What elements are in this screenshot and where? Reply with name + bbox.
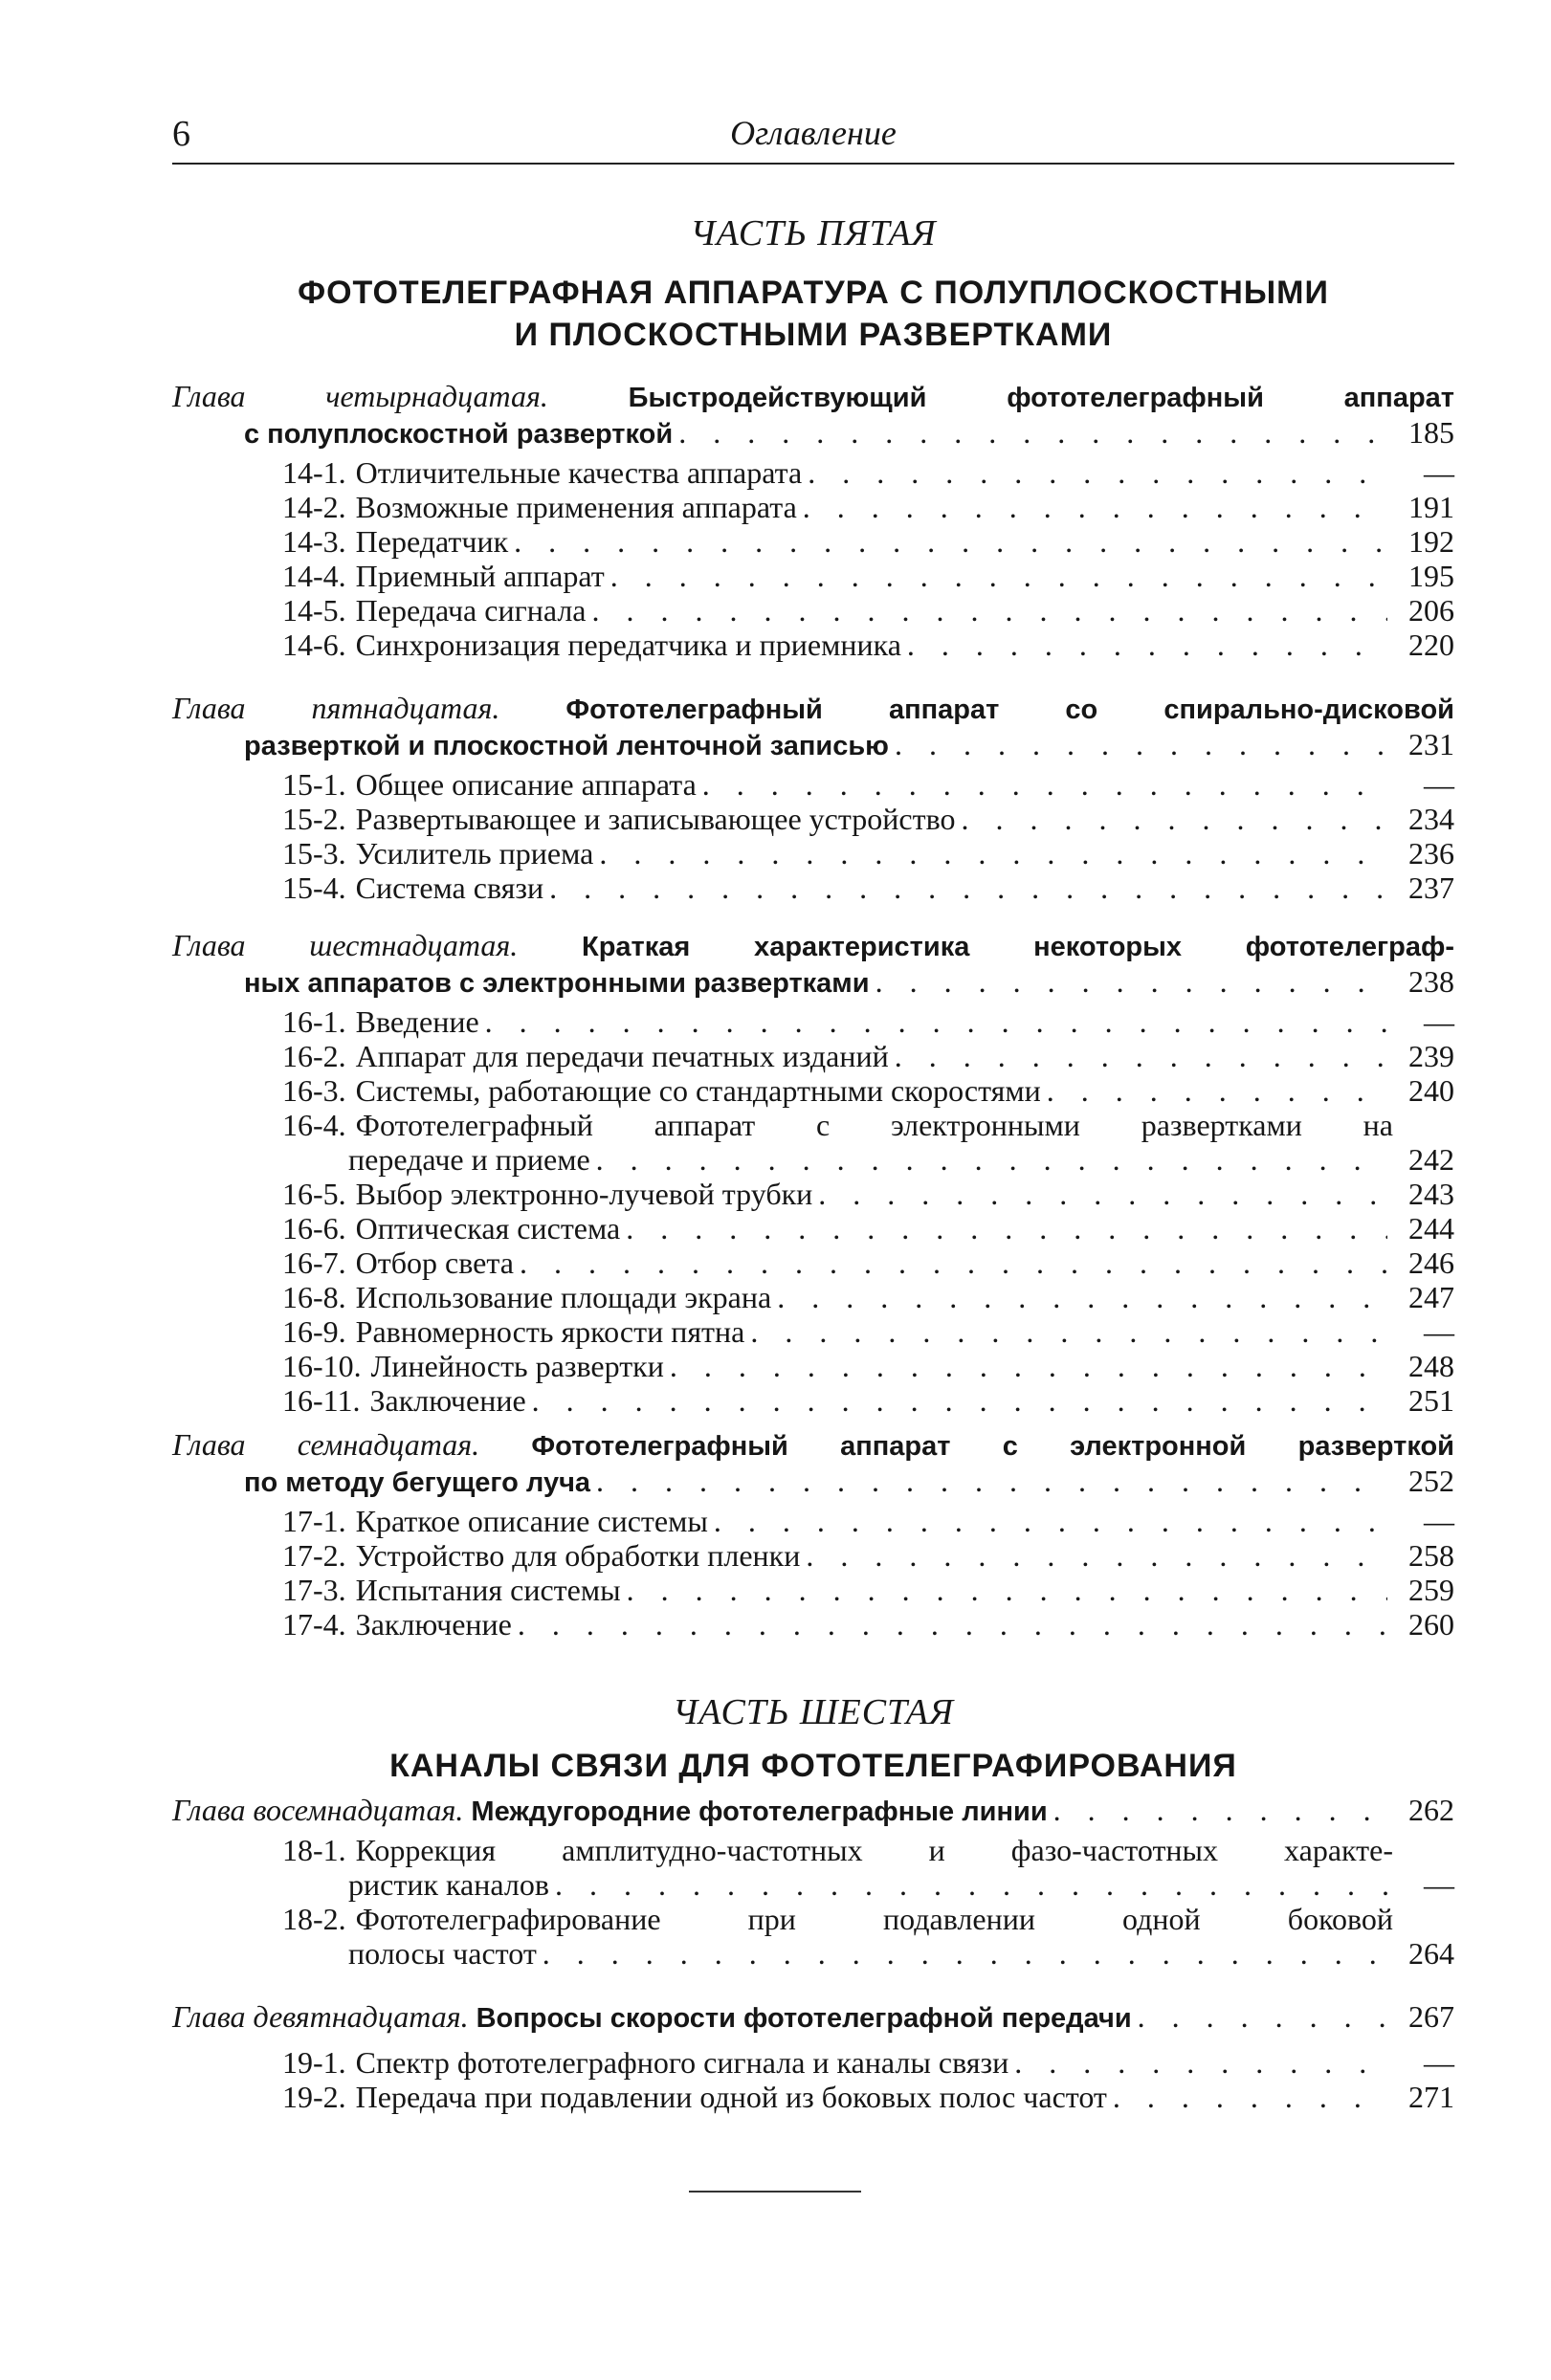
toc-entry	[282, 524, 1454, 559]
chapter-title-cont: разверткой и плоскостной ленточной записью	[244, 731, 889, 761]
dot-leader	[596, 1142, 1387, 1177]
section-number: 17-2.	[282, 1538, 346, 1573]
section-number: 14-4.	[282, 559, 346, 593]
section-title: Приемный аппарат	[355, 559, 605, 593]
section-page: 220	[1408, 628, 1454, 662]
section-number: 15-4.	[282, 870, 346, 905]
section-number: 16-7.	[282, 1245, 346, 1280]
section-title: Отбор света	[355, 1245, 514, 1280]
running-header	[172, 113, 1454, 161]
section-title: Системы, работающие со стандартными скоростями	[355, 1073, 1041, 1108]
dot-leader	[549, 870, 1387, 905]
chapter-19	[172, 1999, 1454, 2114]
section-page: —	[1424, 1314, 1454, 1349]
section-page: —	[1424, 1867, 1454, 1902]
section-number: 16-1.	[282, 1004, 346, 1039]
chapter-page: 231	[1408, 727, 1454, 761]
chapter-18	[172, 1793, 1454, 1971]
toc-entry-wrapped	[282, 1833, 1454, 1902]
chapter-label: Глава девятнадцатая.	[172, 1999, 469, 2034]
dot-leader	[875, 964, 1387, 999]
section-title: Использование площади экрана	[355, 1280, 772, 1314]
section-number: 19-2.	[282, 2080, 346, 2114]
section-number: 18-1.	[282, 1833, 346, 1867]
dot-leader	[520, 1245, 1387, 1280]
section-title: Краткое описание системы	[355, 1504, 708, 1538]
dot-leader	[803, 490, 1387, 524]
end-rule	[689, 2191, 861, 2193]
toc-entry	[282, 1177, 1454, 1211]
part-label: ЧАСТЬ ШЕСТАЯ	[673, 1692, 954, 1732]
toc-entry	[282, 559, 1454, 593]
dot-leader	[750, 1314, 1387, 1349]
section-list	[172, 455, 1454, 662]
section-page: —	[1424, 1004, 1454, 1039]
toc-entry	[282, 1073, 1454, 1108]
dot-leader	[1138, 1999, 1387, 2034]
section-title: Возможные применения аппарата	[355, 490, 797, 524]
toc-entry	[282, 1573, 1454, 1607]
part-title-line-1: ФОТОТЕЛЕГРАФНАЯ АППАРАТУРА С ПОЛУПЛОСКОСТНЫМИ	[298, 275, 1329, 311]
toc-entry	[282, 1607, 1454, 1642]
chapter-label: Глава восемнадцатая.	[172, 1793, 464, 1827]
toc-entry	[282, 1504, 1454, 1538]
section-number: 15-3.	[282, 836, 346, 870]
dot-leader	[961, 802, 1387, 836]
section-page: 191	[1408, 490, 1454, 524]
toc-entry-wrapped	[282, 1108, 1454, 1177]
section-page: —	[1424, 2045, 1454, 2080]
chapter-label: Глава четырнадцатая.	[172, 379, 548, 413]
dot-leader	[518, 1607, 1387, 1642]
chapter-title: Краткая характеристика некоторых фототелеграф-	[582, 932, 1455, 962]
part-title-line-2: И ПЛОСКОСТНЫМИ РАЗВЕРТКАМИ	[514, 317, 1113, 353]
dot-leader	[626, 1211, 1387, 1245]
chapter-title: Междугородние фототелеграфные линии	[471, 1796, 1048, 1827]
section-list	[172, 2045, 1454, 2114]
chapter-title: Фототелеграфный аппарат со спирально-дисковой	[565, 694, 1455, 725]
section-number: 16-5.	[282, 1177, 346, 1211]
toc-entry	[282, 1314, 1454, 1349]
dot-leader	[543, 1936, 1387, 1971]
dot-leader	[1053, 1793, 1387, 1827]
chapter-heading	[172, 1793, 1454, 1829]
chapter-15	[172, 691, 1454, 905]
section-title: Развертывающее и записывающее устройство	[355, 802, 956, 836]
chapter-17	[172, 1427, 1454, 1642]
section-page: 242	[1408, 1142, 1454, 1177]
section-title: Усилитель приема	[355, 836, 594, 870]
section-number: 19-1.	[282, 2045, 346, 2080]
toc-entry	[282, 1039, 1454, 1073]
section-title-cont: передаче и приеме	[348, 1142, 590, 1177]
section-number: 16-3.	[282, 1073, 346, 1108]
dot-leader	[895, 727, 1387, 761]
section-number: 14-6.	[282, 628, 346, 662]
toc-entry	[282, 1245, 1454, 1280]
section-list	[172, 1833, 1454, 1971]
section-title: Аппарат для передачи печатных изданий	[355, 1039, 889, 1073]
toc-entry	[282, 1383, 1454, 1418]
chapter-heading	[172, 691, 1454, 727]
section-title: Фототелеграфирование при подавлении одной боковой	[355, 1902, 1393, 1936]
section-title: Заключение	[369, 1383, 526, 1418]
section-title: Система связи	[355, 870, 544, 905]
dot-leader	[1014, 2045, 1387, 2080]
toc-entry	[282, 2045, 1454, 2080]
section-number: 17-3.	[282, 1573, 346, 1607]
section-number: 16-10.	[282, 1349, 362, 1383]
section-page: —	[1424, 455, 1454, 490]
running-title: Оглавление	[730, 114, 897, 152]
section-page: 247	[1408, 1280, 1454, 1314]
dot-leader	[555, 1867, 1387, 1902]
chapter-label: Глава семнадцатая.	[172, 1427, 480, 1462]
toc-entry	[282, 628, 1454, 662]
section-title: Оптическая система	[355, 1211, 621, 1245]
section-title: Передача при подавлении одной из боковых полос частот	[355, 2080, 1107, 2114]
section-title: Общее описание аппарата	[355, 767, 697, 802]
section-title: Равномерность яркости пятна	[355, 1314, 745, 1349]
dot-leader	[670, 1349, 1387, 1383]
section-title: Коррекция амплитудно-частотных и фазо-частотных характе-	[355, 1833, 1393, 1867]
toc-entry	[282, 1538, 1454, 1573]
section-title-cont: полосы частот	[348, 1936, 537, 1971]
section-number: 16-11.	[282, 1383, 361, 1418]
chapter-title: Вопросы скорости фототелеграфной передачи	[476, 2003, 1132, 2034]
section-page: 206	[1408, 593, 1454, 628]
chapter-label: Глава пятнадцатая.	[172, 691, 500, 725]
dot-leader	[678, 415, 1387, 450]
toc-entry	[282, 1349, 1454, 1383]
section-list	[172, 767, 1454, 905]
toc-entry	[282, 836, 1454, 870]
section-title: Введение	[355, 1004, 479, 1039]
section-number: 14-3.	[282, 524, 346, 559]
chapter-heading	[172, 1999, 1454, 2036]
section-page: 244	[1408, 1211, 1454, 1245]
chapter-heading	[172, 1427, 1454, 1464]
toc-entry	[282, 802, 1454, 836]
chapter-title: Быстродействующий фототелеграфный аппарат	[628, 383, 1454, 413]
section-list	[172, 1504, 1454, 1642]
section-number: 14-1.	[282, 455, 346, 490]
chapter-title-cont: с полуплоскостной разверткой	[244, 419, 674, 450]
section-page: 234	[1408, 802, 1454, 836]
section-page: 246	[1408, 1245, 1454, 1280]
toc-entry	[282, 1211, 1454, 1245]
dot-leader	[599, 836, 1387, 870]
chapter-14	[172, 379, 1454, 662]
section-title: Испытания системы	[355, 1573, 621, 1607]
dot-leader	[485, 1004, 1387, 1039]
section-page: —	[1424, 1504, 1454, 1538]
toc-entry	[282, 455, 1454, 490]
section-page: 195	[1408, 559, 1454, 593]
section-number: 14-2.	[282, 490, 346, 524]
dot-leader	[907, 628, 1387, 662]
section-number: 16-6.	[282, 1211, 346, 1245]
dot-leader	[806, 1538, 1387, 1573]
dot-leader	[627, 1573, 1387, 1607]
section-number: 16-8.	[282, 1280, 346, 1314]
section-page: 248	[1408, 1349, 1454, 1383]
section-page: 251	[1408, 1383, 1454, 1418]
toc-entry-wrapped	[282, 1902, 1454, 1971]
section-number: 17-1.	[282, 1504, 346, 1538]
dot-leader	[702, 767, 1387, 802]
section-page: 236	[1408, 836, 1454, 870]
chapter-page: 238	[1408, 964, 1454, 999]
section-page: 260	[1408, 1607, 1454, 1642]
dot-leader	[514, 524, 1387, 559]
page-number: 6	[172, 114, 190, 154]
chapter-page: 185	[1408, 415, 1454, 450]
dot-leader	[1047, 1073, 1387, 1108]
chapter-heading-line-2	[244, 727, 1454, 763]
section-title: Заключение	[355, 1607, 512, 1642]
section-page: 240	[1408, 1073, 1454, 1108]
dot-leader	[596, 1464, 1387, 1498]
toc-entry	[282, 1004, 1454, 1039]
section-title-cont: ристик каналов	[348, 1867, 549, 1902]
chapter-heading	[172, 379, 1454, 415]
section-number: 18-2.	[282, 1902, 346, 1936]
chapter-16	[172, 928, 1454, 1418]
section-page: 271	[1408, 2080, 1454, 2114]
dot-leader	[532, 1383, 1387, 1418]
section-title: Передача сигнала	[355, 593, 587, 628]
dot-leader	[895, 1039, 1387, 1073]
section-page: 239	[1408, 1039, 1454, 1073]
part-title: КАНАЛЫ СВЯЗИ ДЛЯ ФОТОТЕЛЕГРАФИРОВАНИЯ	[389, 1748, 1237, 1784]
chapter-heading-line-2	[244, 415, 1454, 452]
chapter-heading-line-2	[244, 1464, 1454, 1500]
chapter-page: 267	[1408, 1999, 1454, 2034]
section-page: —	[1424, 767, 1454, 802]
section-number: 16-9.	[282, 1314, 346, 1349]
section-number: 16-2.	[282, 1039, 346, 1073]
section-number: 16-4.	[282, 1108, 346, 1142]
dot-leader	[818, 1177, 1387, 1211]
toc-entry	[282, 1280, 1454, 1314]
dot-leader	[714, 1504, 1387, 1538]
section-list	[172, 1004, 1454, 1418]
chapter-page: 252	[1408, 1464, 1454, 1498]
section-title: Фототелеграфный аппарат с электронными развертками на	[355, 1108, 1393, 1142]
dot-leader	[1113, 2080, 1387, 2114]
dot-leader	[777, 1280, 1387, 1314]
chapter-title-cont: ных аппаратов с электронными развертками	[244, 968, 870, 999]
chapter-heading-line-2	[244, 964, 1454, 1001]
section-title: Синхронизация передатчика и приемника	[355, 628, 901, 662]
dot-leader	[610, 559, 1387, 593]
toc-entry	[282, 767, 1454, 802]
part-label: ЧАСТЬ ПЯТАЯ	[690, 213, 937, 253]
section-page: 237	[1408, 870, 1454, 905]
toc-entry	[282, 490, 1454, 524]
toc-entry	[282, 593, 1454, 628]
section-title: Передатчик	[355, 524, 509, 559]
section-title: Устройство для обработки пленки	[355, 1538, 801, 1573]
section-number: 15-2.	[282, 802, 346, 836]
section-page: 192	[1408, 524, 1454, 559]
section-title: Выбор электронно-лучевой трубки	[355, 1177, 813, 1211]
chapter-heading	[172, 928, 1454, 964]
chapter-page: 262	[1408, 1793, 1454, 1827]
section-page: 258	[1408, 1538, 1454, 1573]
section-title: Отличительные качества аппарата	[355, 455, 803, 490]
chapter-label: Глава шестнадцатая.	[172, 928, 519, 962]
section-number: 17-4.	[282, 1607, 346, 1642]
dot-leader	[591, 593, 1387, 628]
chapter-title: Фототелеграфный аппарат с электронной разверткой	[531, 1431, 1454, 1462]
dot-leader	[808, 455, 1387, 490]
section-page: 243	[1408, 1177, 1454, 1211]
section-page: 259	[1408, 1573, 1454, 1607]
section-title: Линейность развертки	[370, 1349, 664, 1383]
toc-entry	[282, 2080, 1454, 2114]
toc-entry	[282, 870, 1454, 905]
section-number: 15-1.	[282, 767, 346, 802]
section-page: 264	[1408, 1936, 1454, 1971]
section-title: Спектр фототелеграфного сигнала и каналы связи	[355, 2045, 1009, 2080]
section-number: 14-5.	[282, 593, 346, 628]
header-rule	[172, 163, 1454, 165]
chapter-title-cont: по методу бегущего луча	[244, 1467, 591, 1498]
